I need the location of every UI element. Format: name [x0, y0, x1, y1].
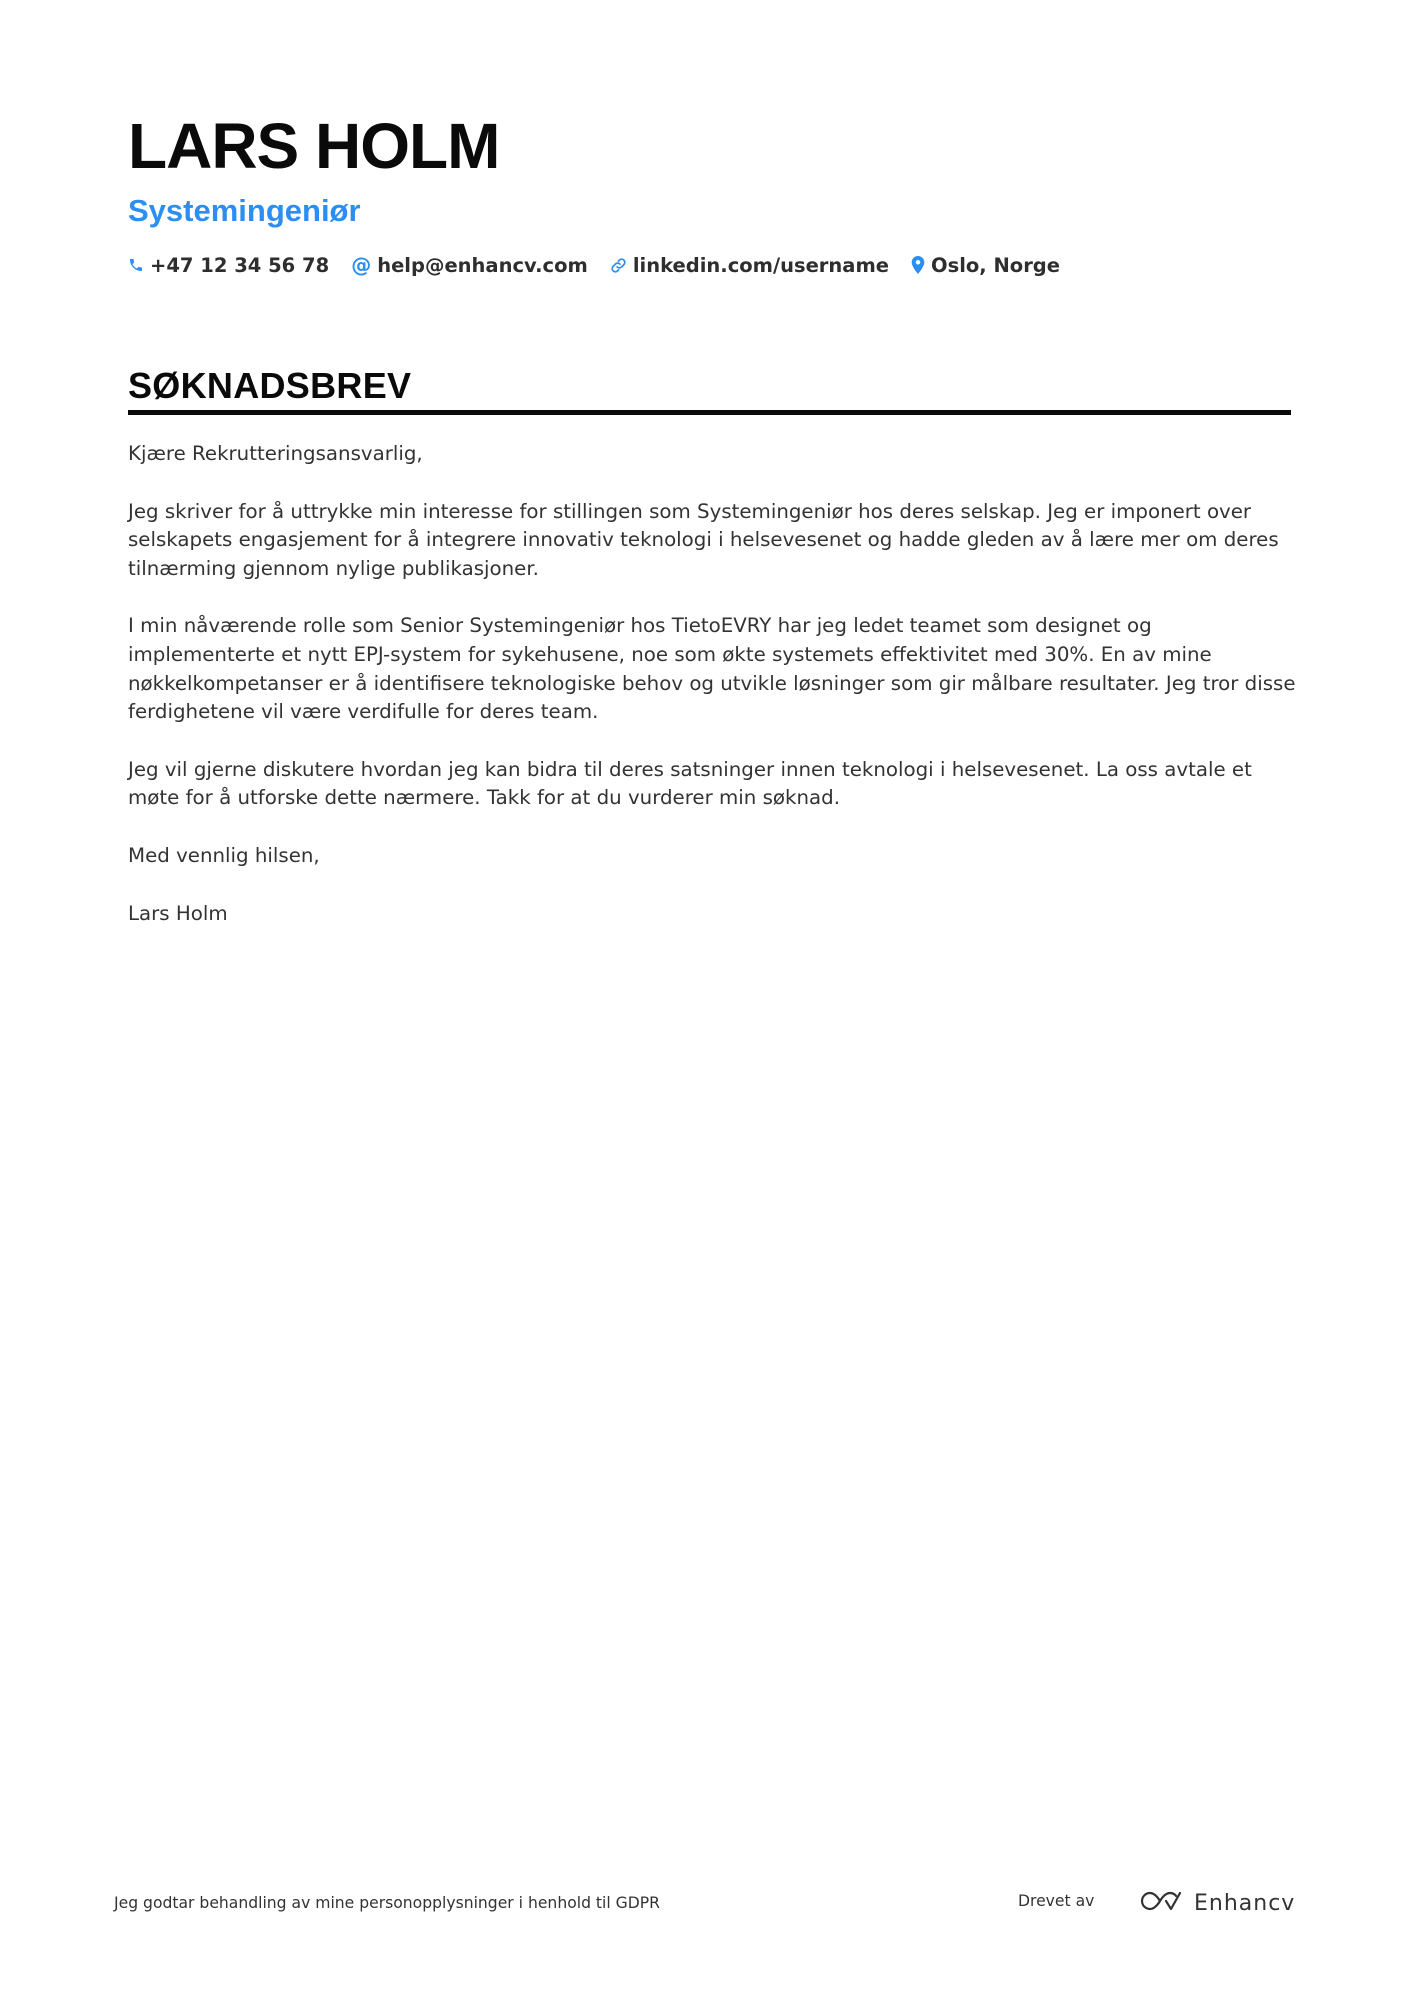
contact-linkedin[interactable]	[610, 254, 889, 277]
email-address: help@enhancv.com	[377, 253, 588, 277]
applicant-name: LARS HOLM	[128, 110, 500, 182]
enhancv-brand[interactable]	[1138, 1888, 1295, 1919]
letter-greeting: Kjære Rekrutteringsansvarlig,	[128, 442, 423, 465]
phone-number: +47 12 34 56 78	[150, 253, 330, 277]
letter-paragraph: I min nåværende rolle som Senior Systemingeniør hos TietoEVRY har jeg ledet teamet som designet og implementerte et nytt EPJ-system for sykehusene, noe som økte systemets effektivitet med 30%. En av mine nøkkelkompetanser er å identifisere teknologiske behov og utvikle løsninger som gir målbare resultater. Jeg tror disse ferdighetene vil være verdifulle for deres team.	[128, 614, 1296, 724]
section-title: SØKNADSBREV	[128, 365, 412, 406]
gdpr-consent-text: Jeg godtar behandling av mine personopplysninger i henhold til GDPR	[114, 1894, 660, 1912]
phone-icon	[128, 257, 144, 273]
enhancv-logo-icon	[1138, 1888, 1186, 1919]
contact-phone[interactable]	[128, 254, 329, 277]
brand-name: Enhancv	[1194, 1891, 1296, 1916]
link-icon	[610, 257, 627, 274]
letter-closing: Med vennlig hilsen,	[128, 843, 320, 867]
powered-by-label: Drevet av	[1018, 1892, 1095, 1910]
letter-paragraph: Jeg vil gjerne diskutere hvordan jeg kan bidra til deres satsninger innen teknologi i helsevesenet. La oss avtale et møte for å utforske dette nærmere. Takk for at du vurderer min søknad.	[128, 757, 1252, 810]
letter-body	[128, 440, 1298, 957]
linkedin-url: linkedin.com/username	[632, 253, 890, 277]
at-icon: @	[351, 253, 372, 277]
contact-email[interactable]	[351, 253, 588, 277]
contact-location	[911, 254, 1060, 277]
section-divider	[128, 410, 1291, 415]
location-text: Oslo, Norge	[931, 253, 1060, 277]
letter-paragraph: Jeg skriver for å uttrykke min interesse for stillingen som Systemingeniør hos deres selskap. Jeg er imponert over selskapets engasjement for å integrere innovativ teknologi i helsevesenet og hadde gleden av å lære mer om deres tilnærming gjennom nylige publikasjoner.	[128, 499, 1279, 580]
location-pin-icon	[911, 256, 925, 274]
letter-signature: Lars Holm	[128, 901, 228, 925]
contact-bar	[128, 253, 1060, 277]
job-title: Systemingeniør	[128, 193, 361, 228]
